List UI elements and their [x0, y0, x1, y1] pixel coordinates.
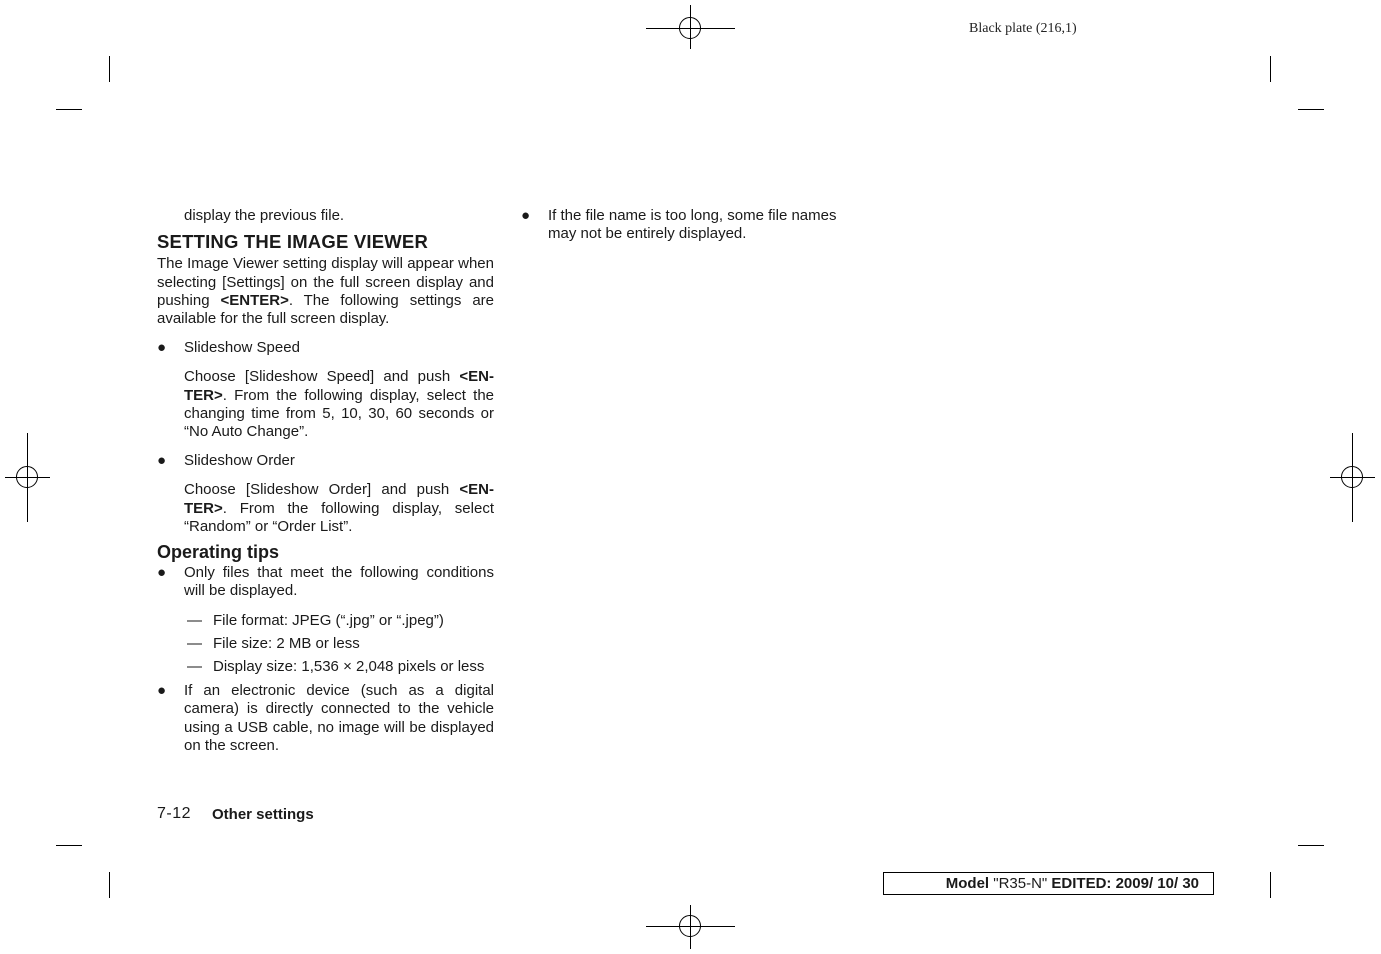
bullet-icon: ●	[157, 682, 167, 700]
slideshow-order-description: Choose [Slideshow Order] and push <EN-TER>. From the following display, select “Random” or “Order List”.	[184, 481, 494, 535]
plate-label: Black plate (216,1)	[969, 21, 1077, 36]
bullet-icon: ●	[157, 339, 167, 357]
image-viewer-paragraph: The Image Viewer setting display will appear when selecting [Settings] on the full screen display and pushing <ENTER>. The following settings are available for the full screen display.	[157, 255, 494, 328]
condition-file-format: — File format: JPEG (“.jpg” or “.jpeg”)	[187, 611, 444, 629]
page-number: 7-12	[157, 805, 192, 822]
enter-key-label: <ENTER>	[220, 291, 289, 309]
registration-mark-top	[679, 17, 701, 39]
edited-date: 2009/ 10/ 30	[1111, 875, 1199, 892]
slideshow-speed-description: Choose [Slideshow Speed] and push <EN-TER>. From the following display, select the changing time from 5, 10, 30, 60 seconds or “No Auto Change”.	[184, 368, 494, 441]
section-title: Other settings	[212, 806, 314, 823]
intro-continuation: display the previous file.	[184, 207, 345, 224]
enter-key-label: <EN-TER>	[184, 481, 494, 517]
bullet-icon: ●	[521, 207, 531, 224]
registration-mark-left	[16, 466, 38, 488]
dash-icon: —	[187, 658, 202, 676]
registration-mark-bottom	[679, 915, 701, 937]
right-column	[521, 207, 858, 243]
list-item-slideshow-speed: ● Slideshow Speed	[157, 339, 300, 357]
condition-display-size: — Display size: 1,536 × 2,048 pixels or less	[187, 658, 485, 676]
enter-key-label: <EN-TER>	[184, 368, 494, 404]
registration-mark-right	[1341, 466, 1363, 488]
model-edited-box: Model "R35-N" EDITED: 2009/ 10/ 30	[883, 872, 1214, 895]
condition-file-size: — File size: 2 MB or less	[187, 634, 360, 652]
list-item-slideshow-order: ● Slideshow Order	[157, 452, 295, 470]
model-value: "R35-N"	[993, 875, 1048, 892]
bullet-icon: ●	[157, 564, 167, 582]
dash-icon: —	[187, 611, 202, 629]
heading-setting-image-viewer: SETTING THE IMAGE VIEWER	[157, 231, 429, 253]
heading-operating-tips: Operating tips	[157, 542, 280, 563]
dash-icon: —	[187, 634, 202, 652]
left-column	[157, 207, 494, 755]
tip-file-conditions: ● Only files that meet the following conditions will be displayed.	[157, 564, 494, 600]
bullet-icon: ●	[157, 452, 167, 470]
tip-long-file-name: ● If the file name is too long, some file names may not be entirely displayed.	[521, 207, 837, 243]
conditions-list	[157, 612, 494, 677]
tip-usb-camera: ● If an electronic device (such as a digital camera) is directly connected to the vehicle using a USB cable, no image will be displayed on the screen.	[157, 682, 494, 754]
